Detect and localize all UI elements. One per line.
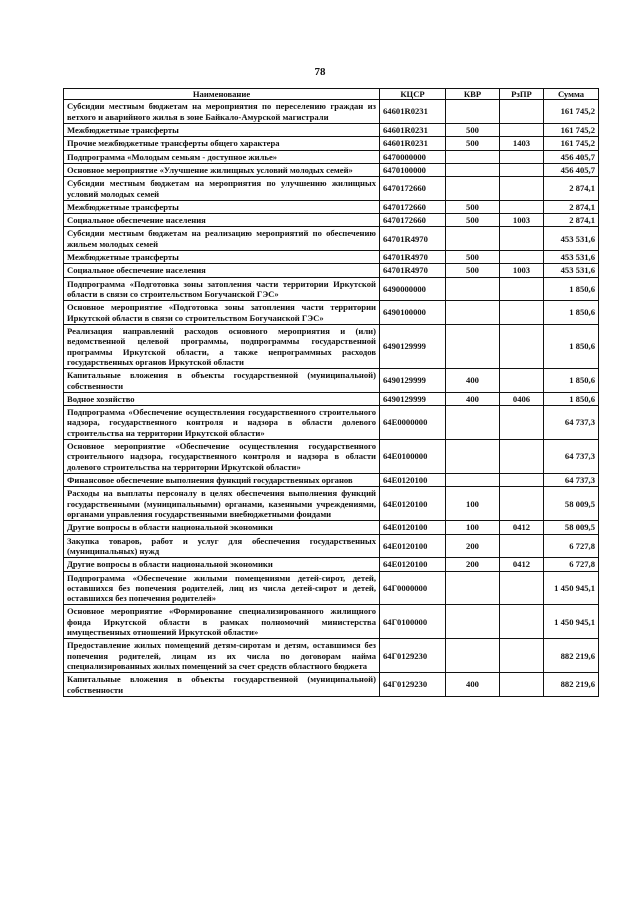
- kvr-cell: 200: [446, 534, 500, 558]
- table-row: [64, 251, 599, 264]
- amount-cell: 882 219,6: [544, 639, 599, 673]
- kcsr-cell: 64Г0129230: [380, 639, 446, 673]
- amount-cell: 456 405,7: [544, 163, 599, 176]
- table-row: [64, 150, 599, 163]
- amount-cell: 58 009,5: [544, 487, 599, 521]
- kcsr-cell: 64701R4970: [380, 264, 446, 277]
- name-cell: Капитальные вложения в объекты государственной (муниципальной) собственности: [64, 673, 380, 697]
- amount-cell: 453 531,6: [544, 251, 599, 264]
- kvr-cell: [446, 277, 500, 301]
- table-row: [64, 227, 599, 251]
- amount-cell: 1 850,6: [544, 301, 599, 325]
- rzpr-cell: [500, 200, 544, 213]
- rzpr-cell: [500, 487, 544, 521]
- name-cell: Подпрограмма «Обеспечение осуществления государственного строительного надзора, государственного контроля и надзора в области долевого строительства на территории Иркутской области»: [64, 406, 380, 440]
- table-row: [64, 123, 599, 136]
- kvr-cell: [446, 571, 500, 605]
- amount-cell: 1 850,6: [544, 277, 599, 301]
- name-cell: Подпрограмма «Подготовка зоны затопления части территории Иркутской области в связи со строительством Богучанской ГЭС»: [64, 277, 380, 301]
- kvr-cell: [446, 324, 500, 368]
- kcsr-cell: 6490100000: [380, 301, 446, 325]
- kvr-cell: [446, 639, 500, 673]
- name-cell: Субсидии местным бюджетам на реализацию мероприятий по обеспечению жильем молодых семей: [64, 227, 380, 251]
- rzpr-cell: [500, 673, 544, 697]
- name-cell: Основное мероприятие «Улучшение жилищных условий молодых семей»: [64, 163, 380, 176]
- rzpr-cell: [500, 639, 544, 673]
- kvr-cell: [446, 474, 500, 487]
- name-cell: Капитальные вложения в объекты государственной (муниципальной) собственности: [64, 369, 380, 393]
- budget-table: [63, 88, 599, 697]
- rzpr-cell: [500, 301, 544, 325]
- name-cell: Основное мероприятие «Подготовка зоны затопления части территории Иркутской области в связи со строительством Богучанской ГЭС»: [64, 301, 380, 325]
- table-row: [64, 474, 599, 487]
- name-cell: Межбюджетные трансферты: [64, 123, 380, 136]
- rzpr-cell: [500, 100, 544, 124]
- kcsr-cell: 64Е0120100: [380, 474, 446, 487]
- kvr-cell: 500: [446, 251, 500, 264]
- name-cell: Основное мероприятие «Обеспечение осуществления государственного строительного надзора, государственного контроля и надзора в области долевого строительства на территории Иркутской области»: [64, 440, 380, 474]
- table-row: [64, 392, 599, 405]
- name-cell: Межбюджетные трансферты: [64, 251, 380, 264]
- kcsr-cell: 64Е0100000: [380, 440, 446, 474]
- name-cell: Реализация направлений расходов основного мероприятия и (или) ведомственной целевой программы, подпрограммы государственной программы Иркутской области, а также непрограммных расходов государственных органов Иркутской области: [64, 324, 380, 368]
- table-body: [64, 100, 599, 697]
- kvr-cell: [446, 301, 500, 325]
- amount-cell: 2 874,1: [544, 214, 599, 227]
- kcsr-cell: 64601R0231: [380, 137, 446, 150]
- name-cell: Субсидии местным бюджетам на мероприятия по переселению граждан из ветхого и аварийного жилья в зоне Байкало-Амурской магистрали: [64, 100, 380, 124]
- amount-cell: 161 745,2: [544, 137, 599, 150]
- kvr-cell: 100: [446, 487, 500, 521]
- amount-cell: 1 850,6: [544, 392, 599, 405]
- header-kcsr: КЦСР: [380, 89, 446, 100]
- kvr-cell: 400: [446, 673, 500, 697]
- kcsr-cell: 64601R0231: [380, 123, 446, 136]
- rzpr-cell: [500, 150, 544, 163]
- amount-cell: 64 737,3: [544, 440, 599, 474]
- table-row: [64, 406, 599, 440]
- rzpr-cell: 1403: [500, 137, 544, 150]
- kcsr-cell: 64601R0231: [380, 100, 446, 124]
- amount-cell: 161 745,2: [544, 100, 599, 124]
- table-row: [64, 200, 599, 213]
- table-row: [64, 605, 599, 639]
- rzpr-cell: [500, 571, 544, 605]
- name-cell: Основное мероприятие «Формирование специализированного жилищного фонда Иркутской области в рамках полномочий министерства имущественных отношений Иркутской области»: [64, 605, 380, 639]
- rzpr-cell: 1003: [500, 264, 544, 277]
- amount-cell: 58 009,5: [544, 521, 599, 534]
- rzpr-cell: 0412: [500, 521, 544, 534]
- amount-cell: 1 450 945,1: [544, 605, 599, 639]
- kcsr-cell: 64701R4970: [380, 227, 446, 251]
- table-header: [64, 89, 599, 100]
- kvr-cell: [446, 605, 500, 639]
- name-cell: Другие вопросы в области национальной экономики: [64, 558, 380, 571]
- amount-cell: 453 531,6: [544, 264, 599, 277]
- kvr-cell: 500: [446, 214, 500, 227]
- kvr-cell: 500: [446, 123, 500, 136]
- name-cell: Расходы на выплаты персоналу в целях обеспечения выполнения функций государственными (муниципальными) органами, казенными учреждениями, органами управления государственными внебюджетными фондами: [64, 487, 380, 521]
- rzpr-cell: [500, 163, 544, 176]
- kcsr-cell: 6490000000: [380, 277, 446, 301]
- amount-cell: 6 727,8: [544, 558, 599, 571]
- table-row: [64, 673, 599, 697]
- table-row: [64, 177, 599, 201]
- table-row: [64, 571, 599, 605]
- kvr-cell: [446, 227, 500, 251]
- kvr-cell: 200: [446, 558, 500, 571]
- name-cell: Предоставление жилых помещений детям-сиротам и детям, оставшимся без попечения родителей, лицам из их числа по договорам найма специализированных жилых помещений за счет средств областного бюджета: [64, 639, 380, 673]
- table-row: [64, 100, 599, 124]
- kvr-cell: [446, 150, 500, 163]
- kcsr-cell: 6470100000: [380, 163, 446, 176]
- name-cell: Субсидии местным бюджетам на мероприятия по улучшению жилищных условий молодых семей: [64, 177, 380, 201]
- table-row: [64, 369, 599, 393]
- kvr-cell: 500: [446, 200, 500, 213]
- table-row: [64, 639, 599, 673]
- amount-cell: 1 450 945,1: [544, 571, 599, 605]
- name-cell: Межбюджетные трансферты: [64, 200, 380, 213]
- kvr-cell: [446, 406, 500, 440]
- kcsr-cell: 64701R4970: [380, 251, 446, 264]
- name-cell: Финансовое обеспечение выполнения функций государственных органов: [64, 474, 380, 487]
- table-row: [64, 277, 599, 301]
- amount-cell: 161 745,2: [544, 123, 599, 136]
- kvr-cell: [446, 163, 500, 176]
- amount-cell: 882 219,6: [544, 673, 599, 697]
- table-row: [64, 137, 599, 150]
- rzpr-cell: [500, 177, 544, 201]
- rzpr-cell: 0406: [500, 392, 544, 405]
- kcsr-cell: 6470172660: [380, 214, 446, 227]
- kcsr-cell: 6470000000: [380, 150, 446, 163]
- kvr-cell: [446, 177, 500, 201]
- name-cell: Водное хозяйство: [64, 392, 380, 405]
- table-row: [64, 214, 599, 227]
- rzpr-cell: [500, 406, 544, 440]
- kcsr-cell: 6490129999: [380, 369, 446, 393]
- rzpr-cell: [500, 534, 544, 558]
- rzpr-cell: [500, 123, 544, 136]
- rzpr-cell: [500, 474, 544, 487]
- header-rzpr: РзПР: [500, 89, 544, 100]
- kcsr-cell: 64Е0120100: [380, 558, 446, 571]
- amount-cell: 456 405,7: [544, 150, 599, 163]
- name-cell: Социальное обеспечение населения: [64, 264, 380, 277]
- table-row: [64, 487, 599, 521]
- rzpr-cell: [500, 440, 544, 474]
- amount-cell: 2 874,1: [544, 177, 599, 201]
- amount-cell: 2 874,1: [544, 200, 599, 213]
- rzpr-cell: 1003: [500, 214, 544, 227]
- rzpr-cell: [500, 605, 544, 639]
- kcsr-cell: 6490129999: [380, 392, 446, 405]
- name-cell: Прочие межбюджетные трансферты общего характера: [64, 137, 380, 150]
- kcsr-cell: 64Е0120100: [380, 534, 446, 558]
- table-row: [64, 558, 599, 571]
- amount-cell: 64 737,3: [544, 474, 599, 487]
- rzpr-cell: [500, 324, 544, 368]
- amount-cell: 6 727,8: [544, 534, 599, 558]
- kcsr-cell: 64Г0100000: [380, 605, 446, 639]
- amount-cell: 64 737,3: [544, 406, 599, 440]
- name-cell: Социальное обеспечение населения: [64, 214, 380, 227]
- table-row: [64, 301, 599, 325]
- kcsr-cell: 64Г0000000: [380, 571, 446, 605]
- rzpr-cell: 0412: [500, 558, 544, 571]
- kvr-cell: 400: [446, 392, 500, 405]
- amount-cell: 1 850,6: [544, 369, 599, 393]
- kcsr-cell: 64Е0120100: [380, 521, 446, 534]
- table-row: [64, 440, 599, 474]
- kcsr-cell: 64Г0129230: [380, 673, 446, 697]
- kcsr-cell: 64Е0120100: [380, 487, 446, 521]
- table-row: [64, 324, 599, 368]
- kvr-cell: 100: [446, 521, 500, 534]
- kvr-cell: [446, 440, 500, 474]
- table-row: [64, 521, 599, 534]
- name-cell: Другие вопросы в области национальной экономики: [64, 521, 380, 534]
- name-cell: Подпрограмма «Молодым семьям - доступное жилье»: [64, 150, 380, 163]
- rzpr-cell: [500, 227, 544, 251]
- kvr-cell: 500: [446, 137, 500, 150]
- kvr-cell: 400: [446, 369, 500, 393]
- amount-cell: 1 850,6: [544, 324, 599, 368]
- header-name: Наименование: [64, 89, 380, 100]
- header-row: [64, 89, 599, 100]
- kcsr-cell: 6470172660: [380, 177, 446, 201]
- page-number: 78: [314, 66, 326, 78]
- table-row: [64, 163, 599, 176]
- rzpr-cell: [500, 277, 544, 301]
- name-cell: Закупка товаров, работ и услуг для обеспечения государственных (муниципальных) нужд: [64, 534, 380, 558]
- rzpr-cell: [500, 251, 544, 264]
- table-row: [64, 534, 599, 558]
- kcsr-cell: 6470172660: [380, 200, 446, 213]
- header-kvr: КВР: [446, 89, 500, 100]
- header-amount: Сумма: [544, 89, 599, 100]
- rzpr-cell: [500, 369, 544, 393]
- amount-cell: 453 531,6: [544, 227, 599, 251]
- name-cell: Подпрограмма «Обеспечение жилыми помещениями детей-сирот, детей, оставшихся без попечения родителей, лиц из числа детей-сирот и детей, оставшихся без попечения родителей»: [64, 571, 380, 605]
- kcsr-cell: 64Е0000000: [380, 406, 446, 440]
- kcsr-cell: 6490129999: [380, 324, 446, 368]
- kvr-cell: [446, 100, 500, 124]
- table-row: [64, 264, 599, 277]
- kvr-cell: 500: [446, 264, 500, 277]
